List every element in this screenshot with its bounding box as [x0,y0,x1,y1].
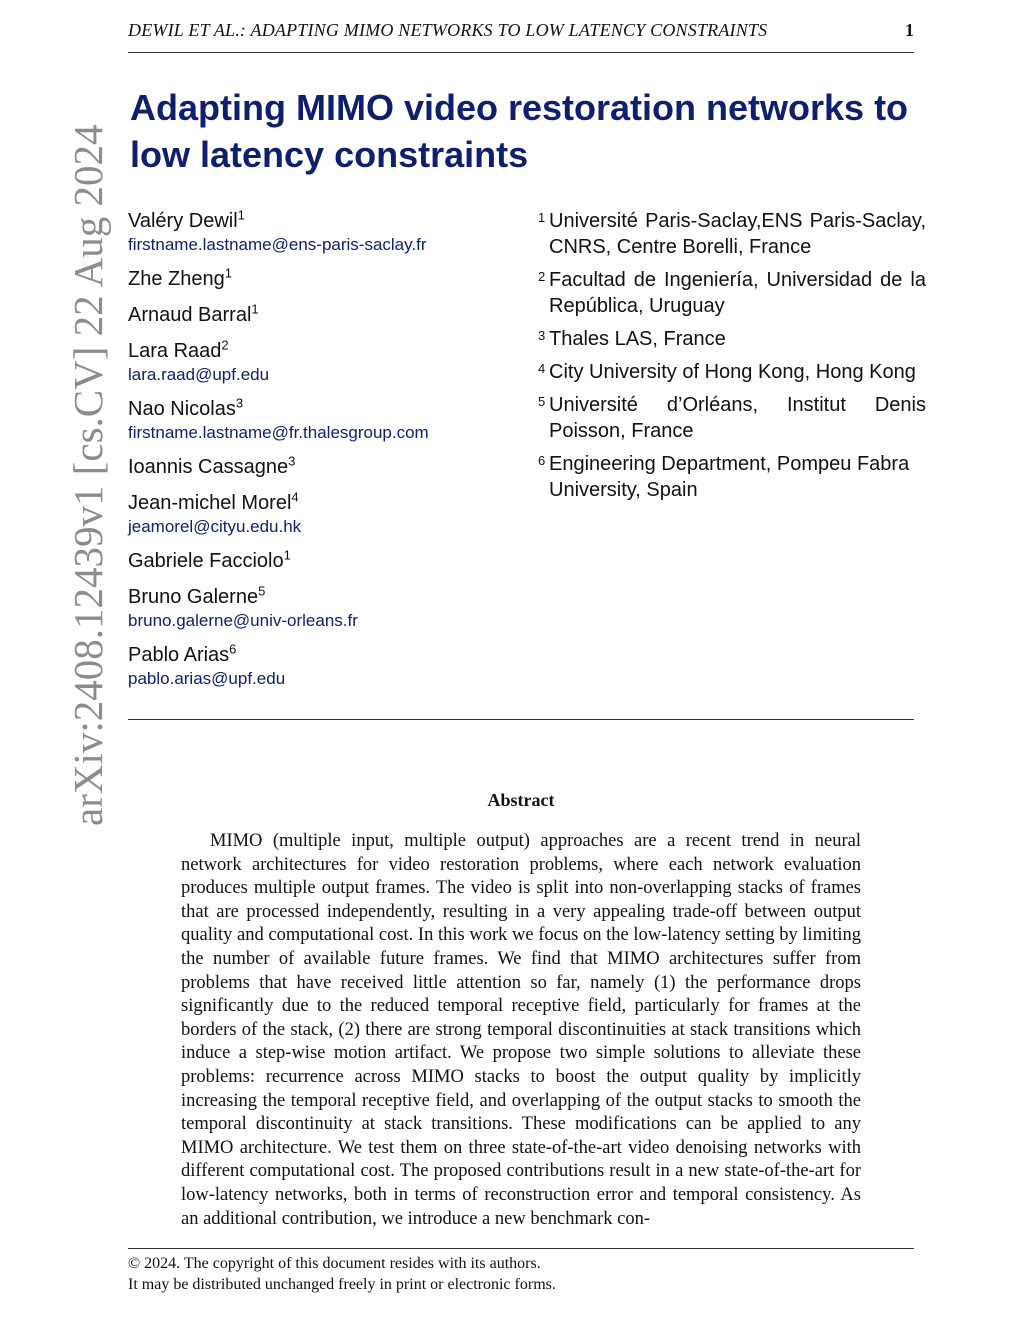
affiliation-entry: 1 Université Paris-Saclay,ENS Paris-Saclay, CNRS, Centre Borelli, France [538,210,926,258]
author-name: Arnaud Barral$^1$ [128,301,259,326]
author-name: Bruno Galerne$^5$ [128,583,266,608]
affiliation-entry: 5 Université d’Orléans, Institut Denis Poisson, France [538,394,926,442]
author-name: Gabriele Facciolo$^1$ [128,547,291,572]
author-entry [128,584,528,642]
header-rule [128,52,914,53]
author-email-link[interactable]: lara.raad@upf.edu [128,365,270,384]
abstract-heading: Abstract [487,790,555,810]
author-list [128,208,528,700]
affiliation-entry: 6 Engineering Department, Pompeu Fabra University, Spain [538,451,926,503]
author-email-link[interactable]: firstname.lastname@fr.thalesgroup.com [128,423,429,442]
affiliation-text: Université d’Orléans, Institut Denis Poisson, France [549,394,926,442]
author-name: Ioannis Cassagne$^3$ [128,453,296,478]
author-name: Pablo Arias$^6$ [128,641,237,666]
author-entry [128,338,528,396]
affiliation-list [538,208,926,510]
affiliation-text: Université Paris-Saclay,ENS Paris-Saclay, CNRS, Centre Borelli, France [549,210,926,258]
author-name: Zhe Zheng$^1$ [128,265,232,290]
author-entry [128,302,528,338]
affiliation-text: Engineering Department, Pompeu Fabra University, Spain [549,453,910,501]
author-entry [128,396,528,454]
author-entry [128,490,528,548]
author-entry [128,454,528,490]
affiliation-text: Thales LAS, France [549,328,726,350]
author-email-link[interactable]: jeamorel@cityu.edu.hk [128,517,302,536]
author-name: Valéry Dewil$^1$ [128,207,245,232]
author-entry [128,548,528,584]
abstract-body: MIMO (multiple input, multiple output) approaches are a recent trend in neural network architectures for video restoration problems, where each network evaluation produces multiple output frames. The video is split into non-overlapping stacks of frames that are processed independently, resulting in a very appealing trade-off between output quality and computational cost. In this work we focus on the low-latency setting by limiting the number of available future frames. We find that MIMO architectures suffer from problems that have received little attention so far, namely (1) the performance drops significantly due to the reduced temporal receptive field, particularly for frames at the borders of the stack, (2) there are strong temporal discontinuities at stack transitions which induce a step-wise motion artifact. We propose two simple solutions to alleviate these problems: recurrence across MIMO stacks to boost the output quality by implicitly increasing the temporal receptive field, and overlapping of the output stacks to smooth the temporal discontinuity at stack transitions. These modifications can be applied to any MIMO architecture. We test them on three state-of-the-art video denoising networks with different computational cost. The proposed contributions result in a new state-of-the-art for low-latency networks, both in terms of reconstruction error and temporal consistency. As an additional contribution, we introduce a new benchmark con- [181,831,861,1229]
section-divider [128,719,914,720]
author-entry [128,208,528,266]
copyright-footer [128,1253,914,1295]
author-name: Nao Nicolas$^3$ [128,395,244,420]
affiliation-entry: 2 Facultad de Ingeniería, Universidad de la República, Uruguay [538,269,926,317]
author-email-link[interactable]: pablo.arias@upf.edu [128,669,286,688]
affiliation-text: Facultad de Ingeniería, Universidad de la República, Uruguay [549,269,926,317]
distribution-line: It may be distributed unchanged freely in print or electronic forms. [128,1276,556,1293]
author-entry [128,642,528,700]
copyright-line: © 2024. The copyright of this document resides with its authors. [128,1255,541,1272]
page-number: 1 [905,20,914,40]
affiliation-text: City University of Hong Kong, Hong Kong [549,361,916,383]
affiliation-entry: 3 Thales LAS, France [538,326,926,352]
author-email-link[interactable]: bruno.galerne@univ-orleans.fr [128,611,358,630]
arxiv-identifier-stamp: arXiv:2408.12439v1 [cs.CV] 22 Aug 2024 [65,124,111,826]
author-name: Lara Raad$^2$ [128,337,229,362]
author-email-link[interactable]: firstname.lastname@ens-paris-saclay.fr [128,235,427,254]
affiliation-entry: 4 City University of Hong Kong, Hong Kong [538,359,926,385]
footer-rule [128,1248,914,1249]
paper-title: Adapting MIMO video restoration networks to low latency constraints [130,87,909,175]
running-header: DEWIL ET AL.: ADAPTING MIMO NETWORKS TO LOW LATENCY CONSTRAINTS [128,20,768,40]
author-entry [128,266,528,302]
author-name: Jean-michel Morel$^4$ [128,489,299,514]
